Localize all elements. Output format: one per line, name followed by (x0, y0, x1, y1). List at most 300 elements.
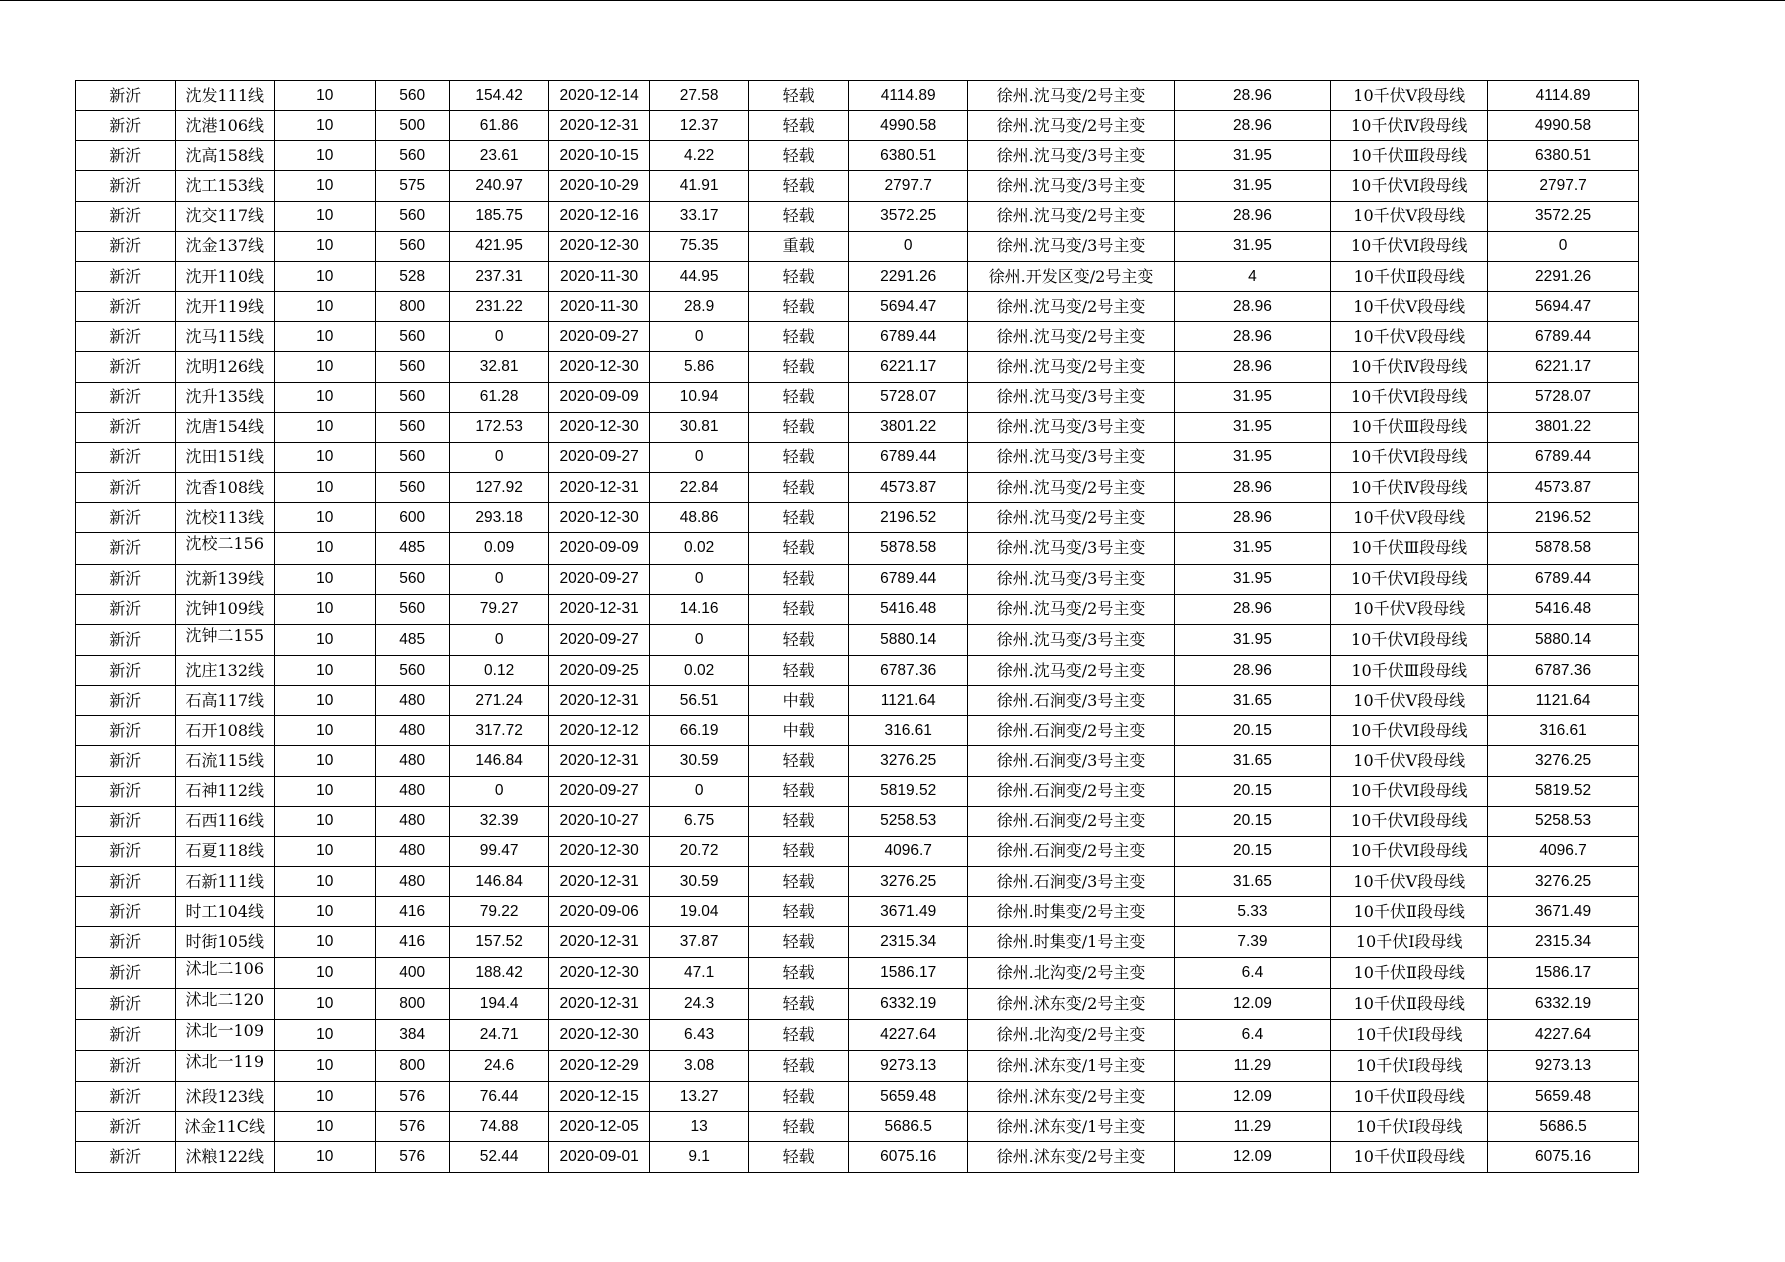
cell-available-capacity: 6221.17 (848, 352, 968, 382)
cell-load-level: 轻载 (749, 776, 849, 806)
cell-remaining-capacity: 4227.64 (1488, 1019, 1639, 1050)
cell-busbar: 10千伏Ⅱ段母线 (1331, 957, 1488, 988)
cell-transformer-load-rate: 7.39 (1174, 927, 1331, 957)
cell-remaining-capacity: 4573.87 (1488, 473, 1639, 503)
cell-load-rate: 22.84 (649, 473, 749, 503)
table-row (76, 988, 1639, 1019)
cell-available-capacity: 6332.19 (848, 988, 968, 1019)
cell-max-load: 146.84 (449, 746, 549, 776)
cell-voltage: 10 (275, 686, 376, 716)
cell-load-rate: 19.04 (649, 897, 749, 927)
cell-load-level: 轻载 (749, 111, 849, 141)
cell-rated-capacity: 560 (375, 352, 449, 382)
cell-max-load-date: 2020-09-27 (549, 624, 650, 655)
cell-transformer-load-rate: 31.95 (1174, 141, 1331, 171)
cell-substation-transformer: 徐州.北沟变/2号主变 (968, 1019, 1174, 1050)
cell-line-name: 沭北二120 (175, 988, 275, 1019)
cell-remaining-capacity: 5258.53 (1488, 806, 1639, 836)
cell-remaining-capacity: 316.61 (1488, 716, 1639, 746)
cell-max-load: 237.31 (449, 261, 549, 291)
cell-max-load: 0 (449, 564, 549, 594)
cell-voltage: 10 (275, 352, 376, 382)
cell-substation-transformer: 徐州.沈马变/2号主变 (968, 655, 1174, 685)
cell-region: 新沂 (76, 806, 176, 836)
cell-region: 新沂 (76, 81, 176, 111)
cell-remaining-capacity: 2196.52 (1488, 503, 1639, 533)
table-row (76, 776, 1639, 806)
cell-transformer-load-rate: 28.96 (1174, 322, 1331, 352)
cell-rated-capacity: 560 (375, 231, 449, 261)
cell-busbar: 10千伏Ⅴ段母线 (1331, 322, 1488, 352)
table-row (76, 716, 1639, 746)
cell-load-rate: 5.86 (649, 352, 749, 382)
cell-max-load: 271.24 (449, 686, 549, 716)
table-row (76, 292, 1639, 322)
cell-line-name: 沈钟109线 (175, 594, 275, 624)
cell-busbar: 10千伏Ⅴ段母线 (1331, 867, 1488, 897)
cell-max-load: 188.42 (449, 957, 549, 988)
cell-load-level: 轻载 (749, 1051, 849, 1082)
cell-available-capacity: 4573.87 (848, 473, 968, 503)
cell-substation-transformer: 徐州.沈马变/3号主变 (968, 231, 1174, 261)
cell-max-load: 0 (449, 322, 549, 352)
cell-max-load: 157.52 (449, 927, 549, 957)
cell-voltage: 10 (275, 382, 376, 412)
cell-available-capacity: 5694.47 (848, 292, 968, 322)
cell-max-load: 0 (449, 624, 549, 655)
table-row (76, 836, 1639, 866)
cell-substation-transformer: 徐州.沈马变/3号主变 (968, 533, 1174, 564)
cell-line-name: 沈发111线 (175, 81, 275, 111)
cell-region: 新沂 (76, 746, 176, 776)
cell-voltage: 10 (275, 564, 376, 594)
cell-load-level: 轻载 (749, 1112, 849, 1142)
cell-busbar: 10千伏Ⅰ段母线 (1331, 1051, 1488, 1082)
cell-max-load-date: 2020-09-09 (549, 382, 650, 412)
cell-transformer-load-rate: 28.96 (1174, 201, 1331, 231)
cell-substation-transformer: 徐州.沈马变/2号主变 (968, 473, 1174, 503)
cell-load-level: 轻载 (749, 261, 849, 291)
cell-voltage: 10 (275, 261, 376, 291)
cell-line-name: 沭段123线 (175, 1082, 275, 1112)
cell-busbar: 10千伏Ⅵ段母线 (1331, 231, 1488, 261)
cell-remaining-capacity: 5694.47 (1488, 292, 1639, 322)
cell-region: 新沂 (76, 171, 176, 201)
cell-busbar: 10千伏Ⅵ段母线 (1331, 564, 1488, 594)
cell-transformer-load-rate: 31.95 (1174, 171, 1331, 201)
cell-remaining-capacity: 3276.25 (1488, 746, 1639, 776)
cell-load-level: 轻载 (749, 382, 849, 412)
cell-voltage: 10 (275, 746, 376, 776)
cell-rated-capacity: 560 (375, 382, 449, 412)
cell-remaining-capacity: 6789.44 (1488, 442, 1639, 472)
cell-rated-capacity: 576 (375, 1112, 449, 1142)
cell-transformer-load-rate: 12.09 (1174, 1082, 1331, 1112)
cell-voltage: 10 (275, 201, 376, 231)
cell-region: 新沂 (76, 655, 176, 685)
cell-substation-transformer: 徐州.石涧变/2号主变 (968, 716, 1174, 746)
cell-rated-capacity: 384 (375, 1019, 449, 1050)
cell-max-load-date: 2020-12-31 (549, 746, 650, 776)
cell-substation-transformer: 徐州.沈马变/3号主变 (968, 141, 1174, 171)
cell-max-load-date: 2020-12-15 (549, 1082, 650, 1112)
cell-load-level: 轻载 (749, 564, 849, 594)
cell-rated-capacity: 560 (375, 412, 449, 442)
cell-rated-capacity: 560 (375, 81, 449, 111)
cell-busbar: 10千伏Ⅴ段母线 (1331, 594, 1488, 624)
cell-busbar: 10千伏Ⅳ段母线 (1331, 352, 1488, 382)
cell-load-level: 轻载 (749, 1142, 849, 1172)
cell-rated-capacity: 800 (375, 1051, 449, 1082)
cell-remaining-capacity: 2315.34 (1488, 927, 1639, 957)
cell-remaining-capacity: 5659.48 (1488, 1082, 1639, 1112)
cell-remaining-capacity: 6332.19 (1488, 988, 1639, 1019)
table-row (76, 503, 1639, 533)
cell-busbar: 10千伏Ⅰ段母线 (1331, 1112, 1488, 1142)
cell-transformer-load-rate: 11.29 (1174, 1051, 1331, 1082)
cell-region: 新沂 (76, 564, 176, 594)
cell-rated-capacity: 480 (375, 776, 449, 806)
cell-available-capacity: 5416.48 (848, 594, 968, 624)
cell-max-load: 52.44 (449, 1142, 549, 1172)
cell-max-load: 74.88 (449, 1112, 549, 1142)
cell-rated-capacity: 800 (375, 292, 449, 322)
cell-busbar: 10千伏Ⅴ段母线 (1331, 201, 1488, 231)
cell-region: 新沂 (76, 442, 176, 472)
cell-line-name: 沈港106线 (175, 111, 275, 141)
cell-voltage: 10 (275, 624, 376, 655)
cell-transformer-load-rate: 6.4 (1174, 957, 1331, 988)
cell-available-capacity: 3276.25 (848, 867, 968, 897)
cell-voltage: 10 (275, 957, 376, 988)
cell-rated-capacity: 560 (375, 201, 449, 231)
cell-line-name: 沈开119线 (175, 292, 275, 322)
cell-transformer-load-rate: 28.96 (1174, 111, 1331, 141)
cell-load-rate: 9.1 (649, 1142, 749, 1172)
cell-max-load-date: 2020-09-27 (549, 322, 650, 352)
cell-load-level: 轻载 (749, 81, 849, 111)
cell-busbar: 10千伏Ⅴ段母线 (1331, 686, 1488, 716)
cell-available-capacity: 5878.58 (848, 533, 968, 564)
cell-max-load-date: 2020-10-27 (549, 806, 650, 836)
cell-region: 新沂 (76, 594, 176, 624)
cell-available-capacity: 3276.25 (848, 746, 968, 776)
cell-max-load-date: 2020-09-01 (549, 1142, 650, 1172)
cell-load-level: 轻载 (749, 927, 849, 957)
cell-max-load: 32.39 (449, 806, 549, 836)
cell-max-load: 99.47 (449, 836, 549, 866)
cell-load-rate: 27.58 (649, 81, 749, 111)
cell-substation-transformer: 徐州.沈马变/2号主变 (968, 81, 1174, 111)
cell-remaining-capacity: 5880.14 (1488, 624, 1639, 655)
cell-available-capacity: 6789.44 (848, 442, 968, 472)
cell-region: 新沂 (76, 836, 176, 866)
cell-remaining-capacity: 6380.51 (1488, 141, 1639, 171)
table-body (76, 81, 1639, 1173)
cell-load-level: 中载 (749, 686, 849, 716)
cell-voltage: 10 (275, 141, 376, 171)
cell-voltage: 10 (275, 473, 376, 503)
cell-region: 新沂 (76, 473, 176, 503)
cell-line-name: 沭粮122线 (175, 1142, 275, 1172)
cell-busbar: 10千伏Ⅴ段母线 (1331, 292, 1488, 322)
cell-available-capacity: 3572.25 (848, 201, 968, 231)
cell-busbar: 10千伏Ⅲ段母线 (1331, 533, 1488, 564)
cell-available-capacity: 2291.26 (848, 261, 968, 291)
cell-available-capacity: 5880.14 (848, 624, 968, 655)
cell-transformer-load-rate: 28.96 (1174, 655, 1331, 685)
cell-rated-capacity: 575 (375, 171, 449, 201)
cell-max-load: 154.42 (449, 81, 549, 111)
cell-voltage: 10 (275, 1019, 376, 1050)
cell-line-name: 沈庄132线 (175, 655, 275, 685)
cell-max-load-date: 2020-09-06 (549, 897, 650, 927)
cell-rated-capacity: 560 (375, 473, 449, 503)
cell-voltage: 10 (275, 1142, 376, 1172)
cell-load-rate: 56.51 (649, 686, 749, 716)
cell-region: 新沂 (76, 957, 176, 988)
table-row (76, 1112, 1639, 1142)
cell-rated-capacity: 480 (375, 686, 449, 716)
cell-transformer-load-rate: 31.65 (1174, 867, 1331, 897)
cell-rated-capacity: 480 (375, 746, 449, 776)
table-row (76, 322, 1639, 352)
cell-region: 新沂 (76, 1051, 176, 1082)
cell-max-load: 23.61 (449, 141, 549, 171)
cell-load-rate: 0.02 (649, 533, 749, 564)
cell-voltage: 10 (275, 1082, 376, 1112)
cell-load-rate: 4.22 (649, 141, 749, 171)
cell-load-rate: 6.75 (649, 806, 749, 836)
cell-load-level: 轻载 (749, 141, 849, 171)
table-row (76, 806, 1639, 836)
cell-rated-capacity: 576 (375, 1142, 449, 1172)
cell-substation-transformer: 徐州.石涧变/2号主变 (968, 776, 1174, 806)
cell-rated-capacity: 560 (375, 141, 449, 171)
table-row (76, 412, 1639, 442)
table-row (76, 594, 1639, 624)
cell-load-rate: 0 (649, 624, 749, 655)
cell-remaining-capacity: 6789.44 (1488, 322, 1639, 352)
cell-region: 新沂 (76, 988, 176, 1019)
cell-max-load-date: 2020-12-30 (549, 503, 650, 533)
cell-line-name: 沈香108线 (175, 473, 275, 503)
cell-substation-transformer: 徐州.沭东变/2号主变 (968, 988, 1174, 1019)
cell-remaining-capacity: 6075.16 (1488, 1142, 1639, 1172)
table-row (76, 141, 1639, 171)
cell-max-load-date: 2020-12-31 (549, 686, 650, 716)
cell-load-level: 轻载 (749, 957, 849, 988)
cell-load-level: 轻载 (749, 533, 849, 564)
cell-load-level: 轻载 (749, 867, 849, 897)
cell-substation-transformer: 徐州.石涧变/3号主变 (968, 746, 1174, 776)
cell-available-capacity: 6380.51 (848, 141, 968, 171)
cell-rated-capacity: 480 (375, 836, 449, 866)
cell-transformer-load-rate: 31.65 (1174, 686, 1331, 716)
cell-line-name: 沈升135线 (175, 382, 275, 412)
cell-available-capacity: 5819.52 (848, 776, 968, 806)
cell-region: 新沂 (76, 292, 176, 322)
cell-transformer-load-rate: 20.15 (1174, 776, 1331, 806)
cell-voltage: 10 (275, 897, 376, 927)
cell-line-name: 沈金137线 (175, 231, 275, 261)
cell-line-name: 沈马115线 (175, 322, 275, 352)
cell-line-name: 沈校二156 (175, 533, 275, 564)
cell-voltage: 10 (275, 594, 376, 624)
cell-max-load-date: 2020-09-09 (549, 533, 650, 564)
cell-max-load: 24.6 (449, 1051, 549, 1082)
cell-substation-transformer: 徐州.北沟变/2号主变 (968, 957, 1174, 988)
cell-busbar: 10千伏Ⅵ段母线 (1331, 171, 1488, 201)
cell-voltage: 10 (275, 111, 376, 141)
cell-load-rate: 24.3 (649, 988, 749, 1019)
cell-available-capacity: 6789.44 (848, 322, 968, 352)
cell-max-load-date: 2020-12-31 (549, 927, 650, 957)
cell-busbar: 10千伏Ⅴ段母线 (1331, 503, 1488, 533)
cell-transformer-load-rate: 12.09 (1174, 1142, 1331, 1172)
cell-line-name: 沈明126线 (175, 352, 275, 382)
cell-max-load-date: 2020-12-30 (549, 1019, 650, 1050)
cell-substation-transformer: 徐州.沭东变/1号主变 (968, 1051, 1174, 1082)
cell-substation-transformer: 徐州.沈马变/2号主变 (968, 201, 1174, 231)
cell-remaining-capacity: 2291.26 (1488, 261, 1639, 291)
cell-substation-transformer: 徐州.沈马变/3号主变 (968, 564, 1174, 594)
cell-busbar: 10千伏Ⅱ段母线 (1331, 1082, 1488, 1112)
cell-load-level: 中载 (749, 716, 849, 746)
cell-voltage: 10 (275, 776, 376, 806)
cell-substation-transformer: 徐州.沈马变/3号主变 (968, 382, 1174, 412)
table-row (76, 1082, 1639, 1112)
cell-region: 新沂 (76, 867, 176, 897)
cell-transformer-load-rate: 31.95 (1174, 231, 1331, 261)
cell-rated-capacity: 416 (375, 897, 449, 927)
cell-transformer-load-rate: 20.15 (1174, 716, 1331, 746)
cell-line-name: 沈唐154线 (175, 412, 275, 442)
cell-busbar: 10千伏Ⅰ段母线 (1331, 927, 1488, 957)
cell-max-load-date: 2020-12-30 (549, 412, 650, 442)
cell-transformer-load-rate: 11.29 (1174, 1112, 1331, 1142)
cell-rated-capacity: 400 (375, 957, 449, 988)
cell-available-capacity: 1121.64 (848, 686, 968, 716)
cell-line-name: 沈田151线 (175, 442, 275, 472)
cell-substation-transformer: 徐州.沈马变/2号主变 (968, 292, 1174, 322)
cell-max-load-date: 2020-12-30 (549, 352, 650, 382)
cell-load-level: 重载 (749, 231, 849, 261)
cell-busbar: 10千伏Ⅱ段母线 (1331, 1142, 1488, 1172)
cell-line-name: 石流115线 (175, 746, 275, 776)
cell-rated-capacity: 500 (375, 111, 449, 141)
data-table (75, 80, 1639, 1173)
table-row (76, 352, 1639, 382)
cell-load-rate: 14.16 (649, 594, 749, 624)
cell-available-capacity: 2196.52 (848, 503, 968, 533)
cell-busbar: 10千伏Ⅲ段母线 (1331, 412, 1488, 442)
cell-transformer-load-rate: 28.96 (1174, 594, 1331, 624)
cell-load-rate: 30.81 (649, 412, 749, 442)
table-row (76, 624, 1639, 655)
cell-substation-transformer: 徐州.时集变/1号主变 (968, 927, 1174, 957)
cell-load-level: 轻载 (749, 201, 849, 231)
cell-line-name: 沈高158线 (175, 141, 275, 171)
cell-max-load-date: 2020-12-30 (549, 231, 650, 261)
cell-line-name: 石高117线 (175, 686, 275, 716)
cell-remaining-capacity: 3801.22 (1488, 412, 1639, 442)
cell-region: 新沂 (76, 412, 176, 442)
table-row (76, 655, 1639, 685)
cell-substation-transformer: 徐州.石涧变/3号主变 (968, 867, 1174, 897)
cell-max-load: 0 (449, 442, 549, 472)
cell-region: 新沂 (76, 776, 176, 806)
cell-available-capacity: 5728.07 (848, 382, 968, 412)
cell-available-capacity: 6789.44 (848, 564, 968, 594)
cell-load-level: 轻载 (749, 503, 849, 533)
cell-region: 新沂 (76, 1082, 176, 1112)
cell-transformer-load-rate: 31.95 (1174, 412, 1331, 442)
cell-load-level: 轻载 (749, 292, 849, 322)
cell-rated-capacity: 480 (375, 867, 449, 897)
cell-max-load: 0.09 (449, 533, 549, 564)
cell-max-load-date: 2020-12-14 (549, 81, 650, 111)
table-row (76, 1142, 1639, 1172)
cell-max-load-date: 2020-10-29 (549, 171, 650, 201)
cell-busbar: 10千伏Ⅴ段母线 (1331, 81, 1488, 111)
cell-load-rate: 47.1 (649, 957, 749, 988)
cell-substation-transformer: 徐州.沈马变/2号主变 (968, 322, 1174, 352)
cell-busbar: 10千伏Ⅵ段母线 (1331, 624, 1488, 655)
cell-available-capacity: 4990.58 (848, 111, 968, 141)
cell-load-rate: 3.08 (649, 1051, 749, 1082)
cell-max-load-date: 2020-12-31 (549, 473, 650, 503)
cell-substation-transformer: 徐州.沭东变/1号主变 (968, 1112, 1174, 1142)
cell-max-load-date: 2020-12-30 (549, 836, 650, 866)
cell-voltage: 10 (275, 81, 376, 111)
cell-rated-capacity: 600 (375, 503, 449, 533)
cell-busbar: 10千伏Ⅴ段母线 (1331, 746, 1488, 776)
cell-substation-transformer: 徐州.沈马变/3号主变 (968, 624, 1174, 655)
cell-available-capacity: 2797.7 (848, 171, 968, 201)
table-row (76, 533, 1639, 564)
cell-transformer-load-rate: 28.96 (1174, 292, 1331, 322)
cell-remaining-capacity: 0 (1488, 231, 1639, 261)
cell-busbar: 10千伏Ⅱ段母线 (1331, 897, 1488, 927)
cell-busbar: 10千伏Ⅱ段母线 (1331, 988, 1488, 1019)
cell-load-rate: 30.59 (649, 867, 749, 897)
cell-transformer-load-rate: 31.95 (1174, 624, 1331, 655)
cell-line-name: 沈校113线 (175, 503, 275, 533)
cell-transformer-load-rate: 20.15 (1174, 806, 1331, 836)
table-row (76, 81, 1639, 111)
cell-load-rate: 44.95 (649, 261, 749, 291)
cell-max-load: 0 (449, 776, 549, 806)
cell-load-level: 轻载 (749, 655, 849, 685)
cell-voltage: 10 (275, 1051, 376, 1082)
cell-substation-transformer: 徐州.石涧变/2号主变 (968, 806, 1174, 836)
cell-max-load-date: 2020-12-16 (549, 201, 650, 231)
cell-region: 新沂 (76, 141, 176, 171)
cell-busbar: 10千伏Ⅱ段母线 (1331, 261, 1488, 291)
page-top-rule (0, 0, 1785, 1)
cell-load-level: 轻载 (749, 473, 849, 503)
cell-remaining-capacity: 4114.89 (1488, 81, 1639, 111)
cell-remaining-capacity: 5878.58 (1488, 533, 1639, 564)
cell-region: 新沂 (76, 382, 176, 412)
cell-transformer-load-rate: 31.95 (1174, 382, 1331, 412)
cell-transformer-load-rate: 31.95 (1174, 564, 1331, 594)
cell-region: 新沂 (76, 503, 176, 533)
cell-remaining-capacity: 3671.49 (1488, 897, 1639, 927)
cell-line-name: 沈新139线 (175, 564, 275, 594)
cell-transformer-load-rate: 4 (1174, 261, 1331, 291)
